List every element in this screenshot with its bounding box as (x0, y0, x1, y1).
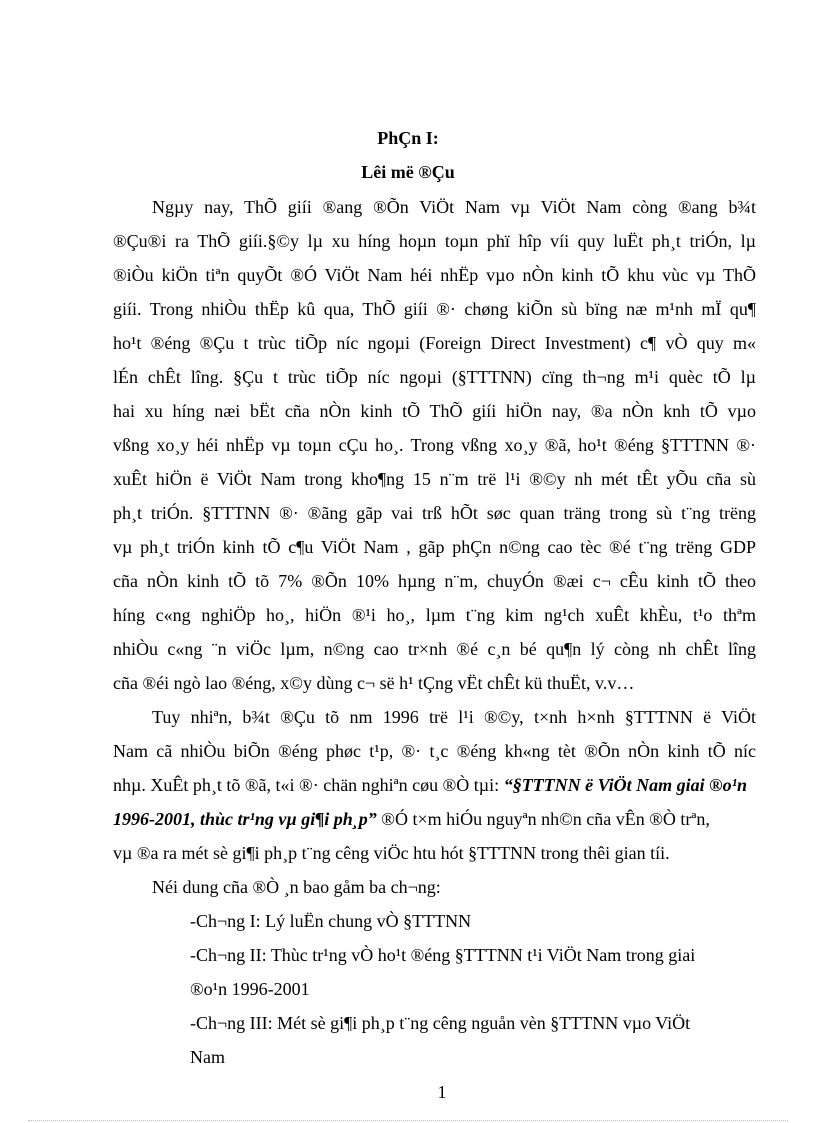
paragraph-line: hai xu híng næi bËt cña nÒn kinh tÕ ThÕ giíi hiÖn nay, ®a nÒn knh tÕ vµo (113, 401, 756, 421)
emphasized-topic-title: “§TTTNN ë ViÖt Nam giai ®o¹n (503, 775, 748, 795)
paragraph-line: cña nÒn kinh tÕ tõ 7% ®Õn 10% hµng n¨m, chuyÓn ®æi c¬ cÊu kinh tÕ theo (113, 571, 756, 591)
paragraph-text: ®Ó t×m hiÓu nguyªn nh©n cña vÊn ®Ò trªn, (376, 809, 710, 829)
page-number: 1 (437, 1082, 447, 1102)
paragraph-line: híng c«ng nghiÖp ho¸, hiÖn ®¹i ho¸, lµm t¨ng kim ng¹ch xuÊt khÈu, t¹o thªm (113, 605, 756, 625)
paragraph-line: ®iÒu kiÖn tiªn quyÕt ®Ó ViÖt Nam héi nhËp vµo nÒn kinh tÕ khu vùc vµ ThÕ (113, 265, 756, 285)
chapter-item-3: -Ch¬ng III: Mét sè gi¶i ph¸p t¨ng cêng nguån vèn §TTTNN vµo ViÖt (190, 1013, 691, 1033)
paragraph-text: nhµ. XuÊt ph¸t tõ ®ã, t«i ®· chän nghiªn cøu ®Ò tµi: (113, 775, 504, 795)
paragraph-line: ho¹t ®éng ®Çu t trùc tiÕp níc ngoµi (Foreign Direct Investment) c¶ vÒ quy m« (113, 333, 756, 353)
section-title: Lêi më ®Çu (361, 162, 455, 182)
paragraph-line: lÉn chÊt lîng. §Çu t trùc tiÕp níc ngoµi (§TTTNN) cïng th¬ng m¹i quèc tÕ lµ (113, 367, 756, 387)
paragraph-line: xuÊt hiÖn ë ViÖt Nam trong kho¶ng 15 n¨m trë l¹i ®©y nh mét tÊt yÕu cña sù (113, 469, 756, 489)
paragraph-line: Nam cã nhiÒu biÕn ®éng phøc t¹p, ®· t¸c ®éng kh«ng tèt ®Õn nÒn kinh tÕ níc (113, 741, 756, 761)
paragraph-line: Tuy nhiªn, b¾t ®Çu tõ nm 1996 trë l¹i ®©y, t×nh h×nh §TTTNN ë ViÖt (152, 707, 756, 727)
contents-intro: Néi dung cña ®Ò ¸n bao gåm ba ch¬ng: (152, 877, 441, 897)
chapter-item-2-cont: ®o¹n 1996-2001 (190, 979, 310, 999)
paragraph-line: vµ ph¸t triÓn kinh tÕ c¶u ViÖt Nam , gãp phÇn n©ng cao tèc ®é t¨ng trëng GDP (113, 537, 756, 557)
paragraph-line: giíi. Trong nhiÒu thËp kû qua, ThÕ giíi ®· chøng kiÕn sù bïng næ m¹nh mÏ qu¶ (113, 299, 756, 319)
paragraph-line: vµ ®a ra mét sè gi¶i ph¸p t¨ng cêng viÖc htu hót §TTTNN trong thêi gian tíi. (113, 843, 670, 863)
paragraph-line: ®Çu®i ra ThÕ giíi.§©y lµ xu híng hoµn toµn phï hîp víi quy luËt ph¸t triÓn, lµ (113, 231, 756, 251)
paragraph-line: vßng xo¸y héi nhËp vµ toµn cÇu ho¸. Trong vßng xo¸y ®ã, ho¹t ®éng §TTTNN ®· (113, 435, 756, 455)
paragraph-line: ph¸t triÓn. §TTTNN ®· ®ãng gãp vai trß hÕt søc quan träng trong sù t¨ng trëng (113, 503, 756, 523)
part-title: PhÇn I: (377, 128, 439, 148)
paragraph-line-with-title (113, 808, 710, 830)
paragraph-line-with-title (113, 774, 747, 796)
emphasized-topic-title-end: 1996-2001, thùc tr¹ng vµ gi¶i ph¸p” (113, 809, 377, 829)
paragraph-line: nhiÒu c«ng ¨n viÖc lµm, n©ng cao tr×nh ®é c¸n bé qu¶n lý còng nh chÊt lîng (113, 639, 756, 659)
chapter-item-1: -Ch¬ng I: Lý luËn chung vÒ §TTTNN (190, 911, 472, 931)
paragraph-line: Ngµy nay, ThÕ giíi ®ang ®Õn ViÖt Nam vµ ViÖt Nam còng ®ang b¾t (152, 197, 756, 217)
chapter-item-3-cont: Nam (190, 1047, 225, 1067)
paragraph-line: cña ®éi ngò lao ®éng, x©y dùng c¬ së h¹ tÇng vËt chÊt kü thuËt, v.v… (113, 673, 635, 693)
page-bottom-divider (28, 1120, 788, 1121)
chapter-item-2: -Ch¬ng II: Thùc tr¹ng vÒ ho¹t ®éng §TTTNN t¹i ViÖt Nam trong giai (190, 945, 696, 965)
